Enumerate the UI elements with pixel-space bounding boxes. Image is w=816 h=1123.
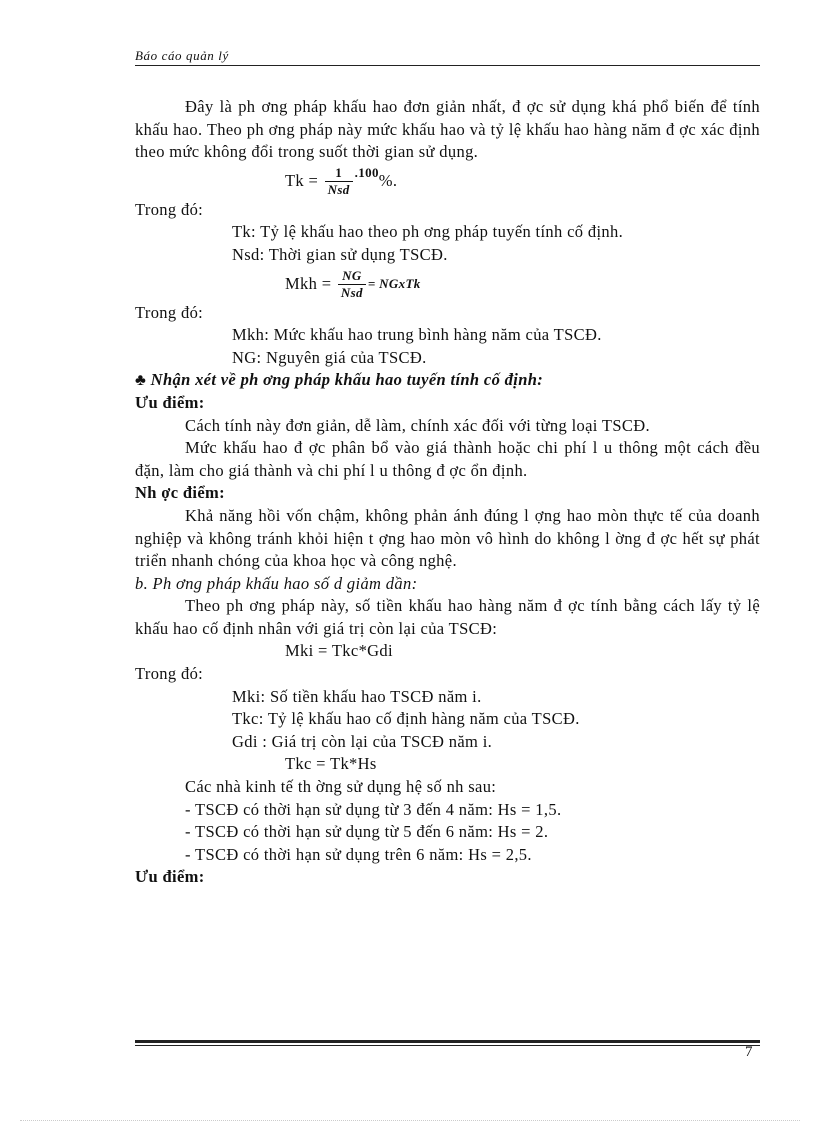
formula-mki: Mki = Tkc*Gdi <box>285 641 393 661</box>
disadvantage-1: Khả năng hồi vốn chậm, không phản ánh đúng l ợng hao mòn thực tế của doanh nghiệp và không tránh khỏi hiện t ợng hao mòn vô hình do không l ờng đ ợc hết sự phát triển nhanh chóng của khoa học và công nghệ. <box>135 505 760 571</box>
formula-mkh-rhs: = NGxTk <box>367 275 421 291</box>
disadvantages-heading: Nh ợc điểm: <box>135 483 225 503</box>
where-label-1: Trong đó: <box>135 199 204 219</box>
where-label-2: Trong đó: <box>135 302 204 322</box>
advantage-2: Mức khấu hao đ ợc phân bổ vào giá thành hoặc chi phí l u thông một cách đều đặn, làm cho giá thành và chi phí l u thông đ ợc ổn định. <box>135 438 760 480</box>
formula-mkh-fraction <box>338 269 366 300</box>
advantage-1: Cách tính này đơn giản, dễ làm, chính xác đối với từng loại TSCĐ. <box>185 415 650 435</box>
formula-tkc: Tkc = Tk*Hs <box>285 754 377 774</box>
formula-mkh-lhs: Mkh = <box>285 273 336 293</box>
section-b-heading: b. Ph ơng pháp khấu hao số d giảm dần: <box>135 573 418 593</box>
remark-heading-text: Nhận xét về ph ơng pháp khấu hao tuyến tính cố định: <box>150 370 544 390</box>
remark-heading <box>135 369 760 392</box>
formula-mkh-numerator: NG <box>342 267 362 283</box>
advantages-heading-2: Ưu điểm: <box>135 867 205 887</box>
formula-tk <box>135 166 760 197</box>
formula-tk-numerator: 1 <box>335 164 343 180</box>
definition-tkc: Tkc: Tỷ lệ khấu hao cố định hàng năm của TSCĐ. <box>232 709 580 729</box>
formula-tk-fraction <box>325 166 353 197</box>
document-body <box>135 96 760 889</box>
coefficients-intro: Các nhà kinh tế th ờng sử dụng hệ số nh sau: <box>185 777 497 797</box>
definition-nsd: Nsd: Thời gian sử dụng TSCĐ. <box>232 244 448 264</box>
formula-mkh <box>135 269 760 300</box>
definition-mkh: Mkh: Mức khấu hao trung bình hàng năm của TSCĐ. <box>232 325 602 345</box>
list-item: - TSCĐ có thời hạn sử dụng trên 6 năm: Hs = 2,5. <box>185 844 532 864</box>
definition-mki: Mki: Số tiền khấu hao TSCĐ năm i. <box>232 686 482 706</box>
formula-mkh-denominator: Nsd <box>338 284 366 300</box>
intro-paragraph: Đây là ph ơng pháp khấu hao đơn giản nhất, đ ợc sử dụng khá phổ biến để tính khấu hao. Theo ph ơng pháp này mức khấu hao và tỷ lệ khấu hao hàng năm đ ợc xác định theo mức không đổi trong suốt thời gian sử dụng. <box>135 97 760 162</box>
advantages-heading: Ưu điểm: <box>135 392 205 412</box>
page-header <box>135 48 760 66</box>
footer-rule <box>135 1040 760 1046</box>
formula-tk-suffix: %. <box>378 170 398 190</box>
club-bullet-icon: ♣ <box>135 370 147 390</box>
page-bottom-dotted-line <box>20 1120 800 1121</box>
where-label-3: Trong đó: <box>135 664 204 684</box>
section-b-paragraph: Theo ph ơng pháp này, số tiền khấu hao hàng năm đ ợc tính bằng cách lấy tỷ lệ khấu hao cố định nhân với giá trị còn lại của TSCĐ: <box>135 596 760 638</box>
formula-tk-multiplier: .100 <box>354 164 379 180</box>
header-title: Báo cáo quản lý <box>135 48 229 63</box>
definition-tk: Tk: Tỷ lệ khấu hao theo ph ơng pháp tuyến tính cố định. <box>232 222 624 242</box>
list-item: - TSCĐ có thời hạn sử dụng từ 3 đến 4 năm: Hs = 1,5. <box>185 799 562 819</box>
page-number: 7 <box>745 1044 753 1060</box>
formula-tk-denominator: Nsd <box>325 181 353 197</box>
definition-gdi: Gdi : Giá trị còn lại của TSCĐ năm i. <box>232 731 493 751</box>
list-item: - TSCĐ có thời hạn sử dụng từ 5 đến 6 năm: Hs = 2. <box>185 822 549 842</box>
definition-ng: NG: Nguyên giá của TSCĐ. <box>232 347 427 367</box>
formula-tk-lhs: Tk = <box>285 170 323 190</box>
